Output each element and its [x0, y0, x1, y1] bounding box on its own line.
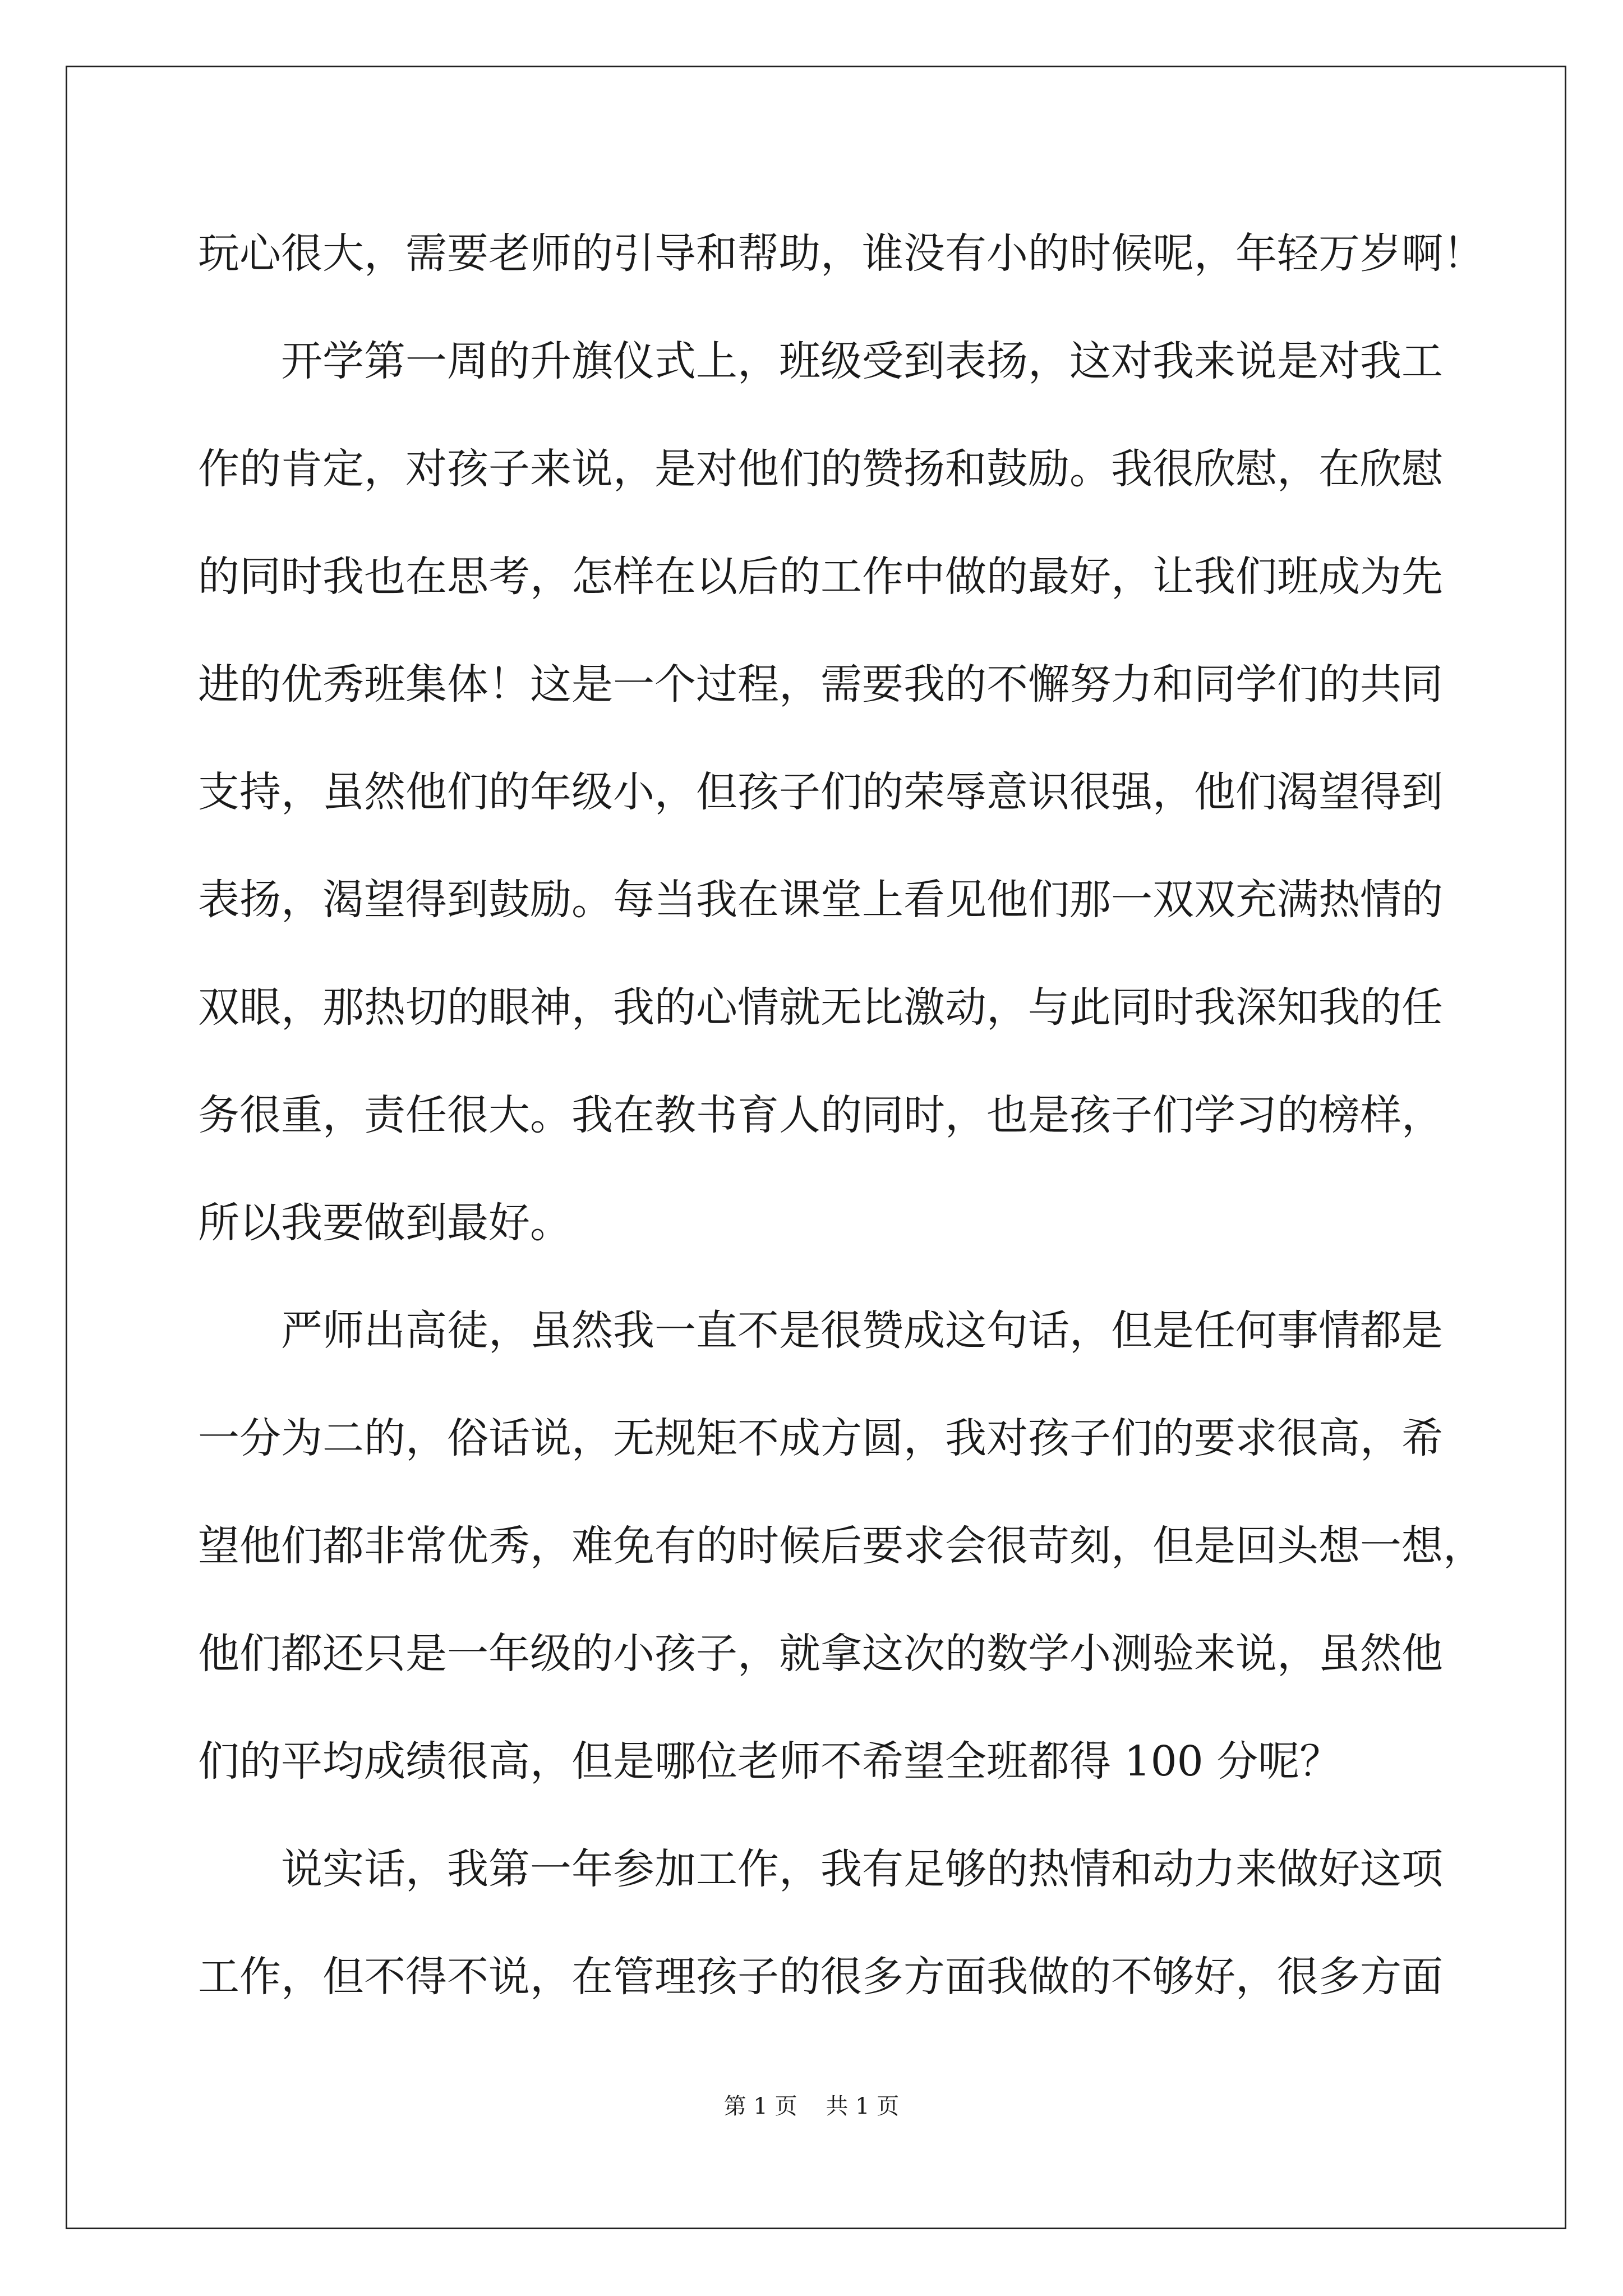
paragraph-line: 严师出高徒，虽然我一直不是很赞成这句话，但是任何事情都是 [281, 1306, 1443, 1355]
paragraph-line: 的同时我也在思考，怎样在以后的工作中做的最好，让我们班成为先 [198, 553, 1443, 601]
paragraph-line: 作的肯定，对孩子来说，是对他们的赞扬和鼓励。我很欣慰，在欣慰 [198, 445, 1443, 493]
paragraph-line: 他们都还只是一年级的小孩子，就拿这次的数学小测验来说，虽然他 [198, 1630, 1443, 1678]
paragraph-line: 双眼，那热切的眼神，我的心情就无比激动，与此同时我深知我的任 [198, 983, 1443, 1032]
paragraph-line: 所以我要做到最好。 [198, 1199, 571, 1247]
paragraph-line: 进的优秀班集体！这是一个过程，需要我的不懈努力和同学们的共同 [198, 660, 1443, 708]
paragraph-line: 表扬，渴望得到鼓励。每当我在课堂上看见他们那一双双充满热情的 [198, 876, 1443, 924]
page-number-footer: 第 1 页 共 1 页 [723, 2093, 900, 2119]
paragraph-line: 玩心很大，需要老师的引导和帮助，谁没有小的时候呢，年轻万岁啊！ [198, 229, 1484, 278]
paragraph-line: 工作，但不得不说，在管理孩子的很多方面我做的不够好，很多方面 [198, 1953, 1443, 2001]
paragraph-line: 一分为二的，俗话说，无规矩不成方圆，我对孩子们的要求很高，希 [198, 1414, 1443, 1462]
paragraph-line: 务很重，责任很大。我在教书育人的同时，也是孩子们学习的榜样， [198, 1091, 1443, 1139]
paragraph-line: 们的平均成绩很高，但是哪位老师不希望全班都得 100 分呢？ [198, 1737, 1341, 1786]
document-body [198, 200, 1484, 2031]
paragraph-line: 开学第一周的升旗仪式上，班级受到表扬，这对我来说是对我工 [281, 337, 1443, 385]
paragraph-line: 望他们都非常优秀，难免有的时候后要求会很苛刻，但是回头想一想， [198, 1522, 1484, 1570]
paragraph-line: 说实话，我第一年参加工作，我有足够的热情和动力来做好这项 [281, 1845, 1443, 1893]
paragraph-line: 支持，虽然他们的年级小，但孩子们的荣辱意识很强，他们渴望得到 [198, 768, 1443, 816]
